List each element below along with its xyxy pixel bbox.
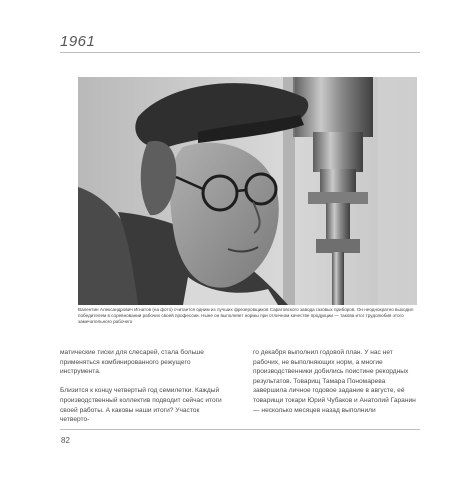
footer-divider [60,429,420,430]
body-column-left [60,348,225,425]
chapter-year: 1961 [60,33,96,50]
photo-caption: Валентин Александрович Игнатов (на фото) считается одним из лучших фрезеровщиков Саратовского завода газовых приборов. Он неоднократно выходил победителем в соревновании рабочих своей профессии. Ныне он выполняет нормы при отличном качестве продукции — такова итог трудолюбия этого замечательного рабочего [78,307,414,325]
body-column-right [253,348,418,415]
paragraph: Близится к концу четвертый год семилетки. Каждый производственный коллектив подводит сейчас итоги своей работы. А каковы наши итоги? Участок четверто- [60,387,222,424]
page-number: 82 [61,436,70,445]
paragraph: матические тиски для слесарей, стала больше применяться комбинированного режущего инструмента. [60,349,204,376]
paragraph: го декабря выполнил годовой план. У нас нет рабочих, не выполняющих норм, а многие производственники добились поистине рекордных результатов. Товарищ Тамара Пономарева завершила личное годовое задание в августе, её товарищи токари Юрий Чубаков и Анатолий Гаранин — несколько месяцев назад выполнили [253,349,416,414]
header-divider [60,52,420,53]
worker-at-drill-press-illustration [78,77,417,305]
archival-photo [78,77,417,305]
